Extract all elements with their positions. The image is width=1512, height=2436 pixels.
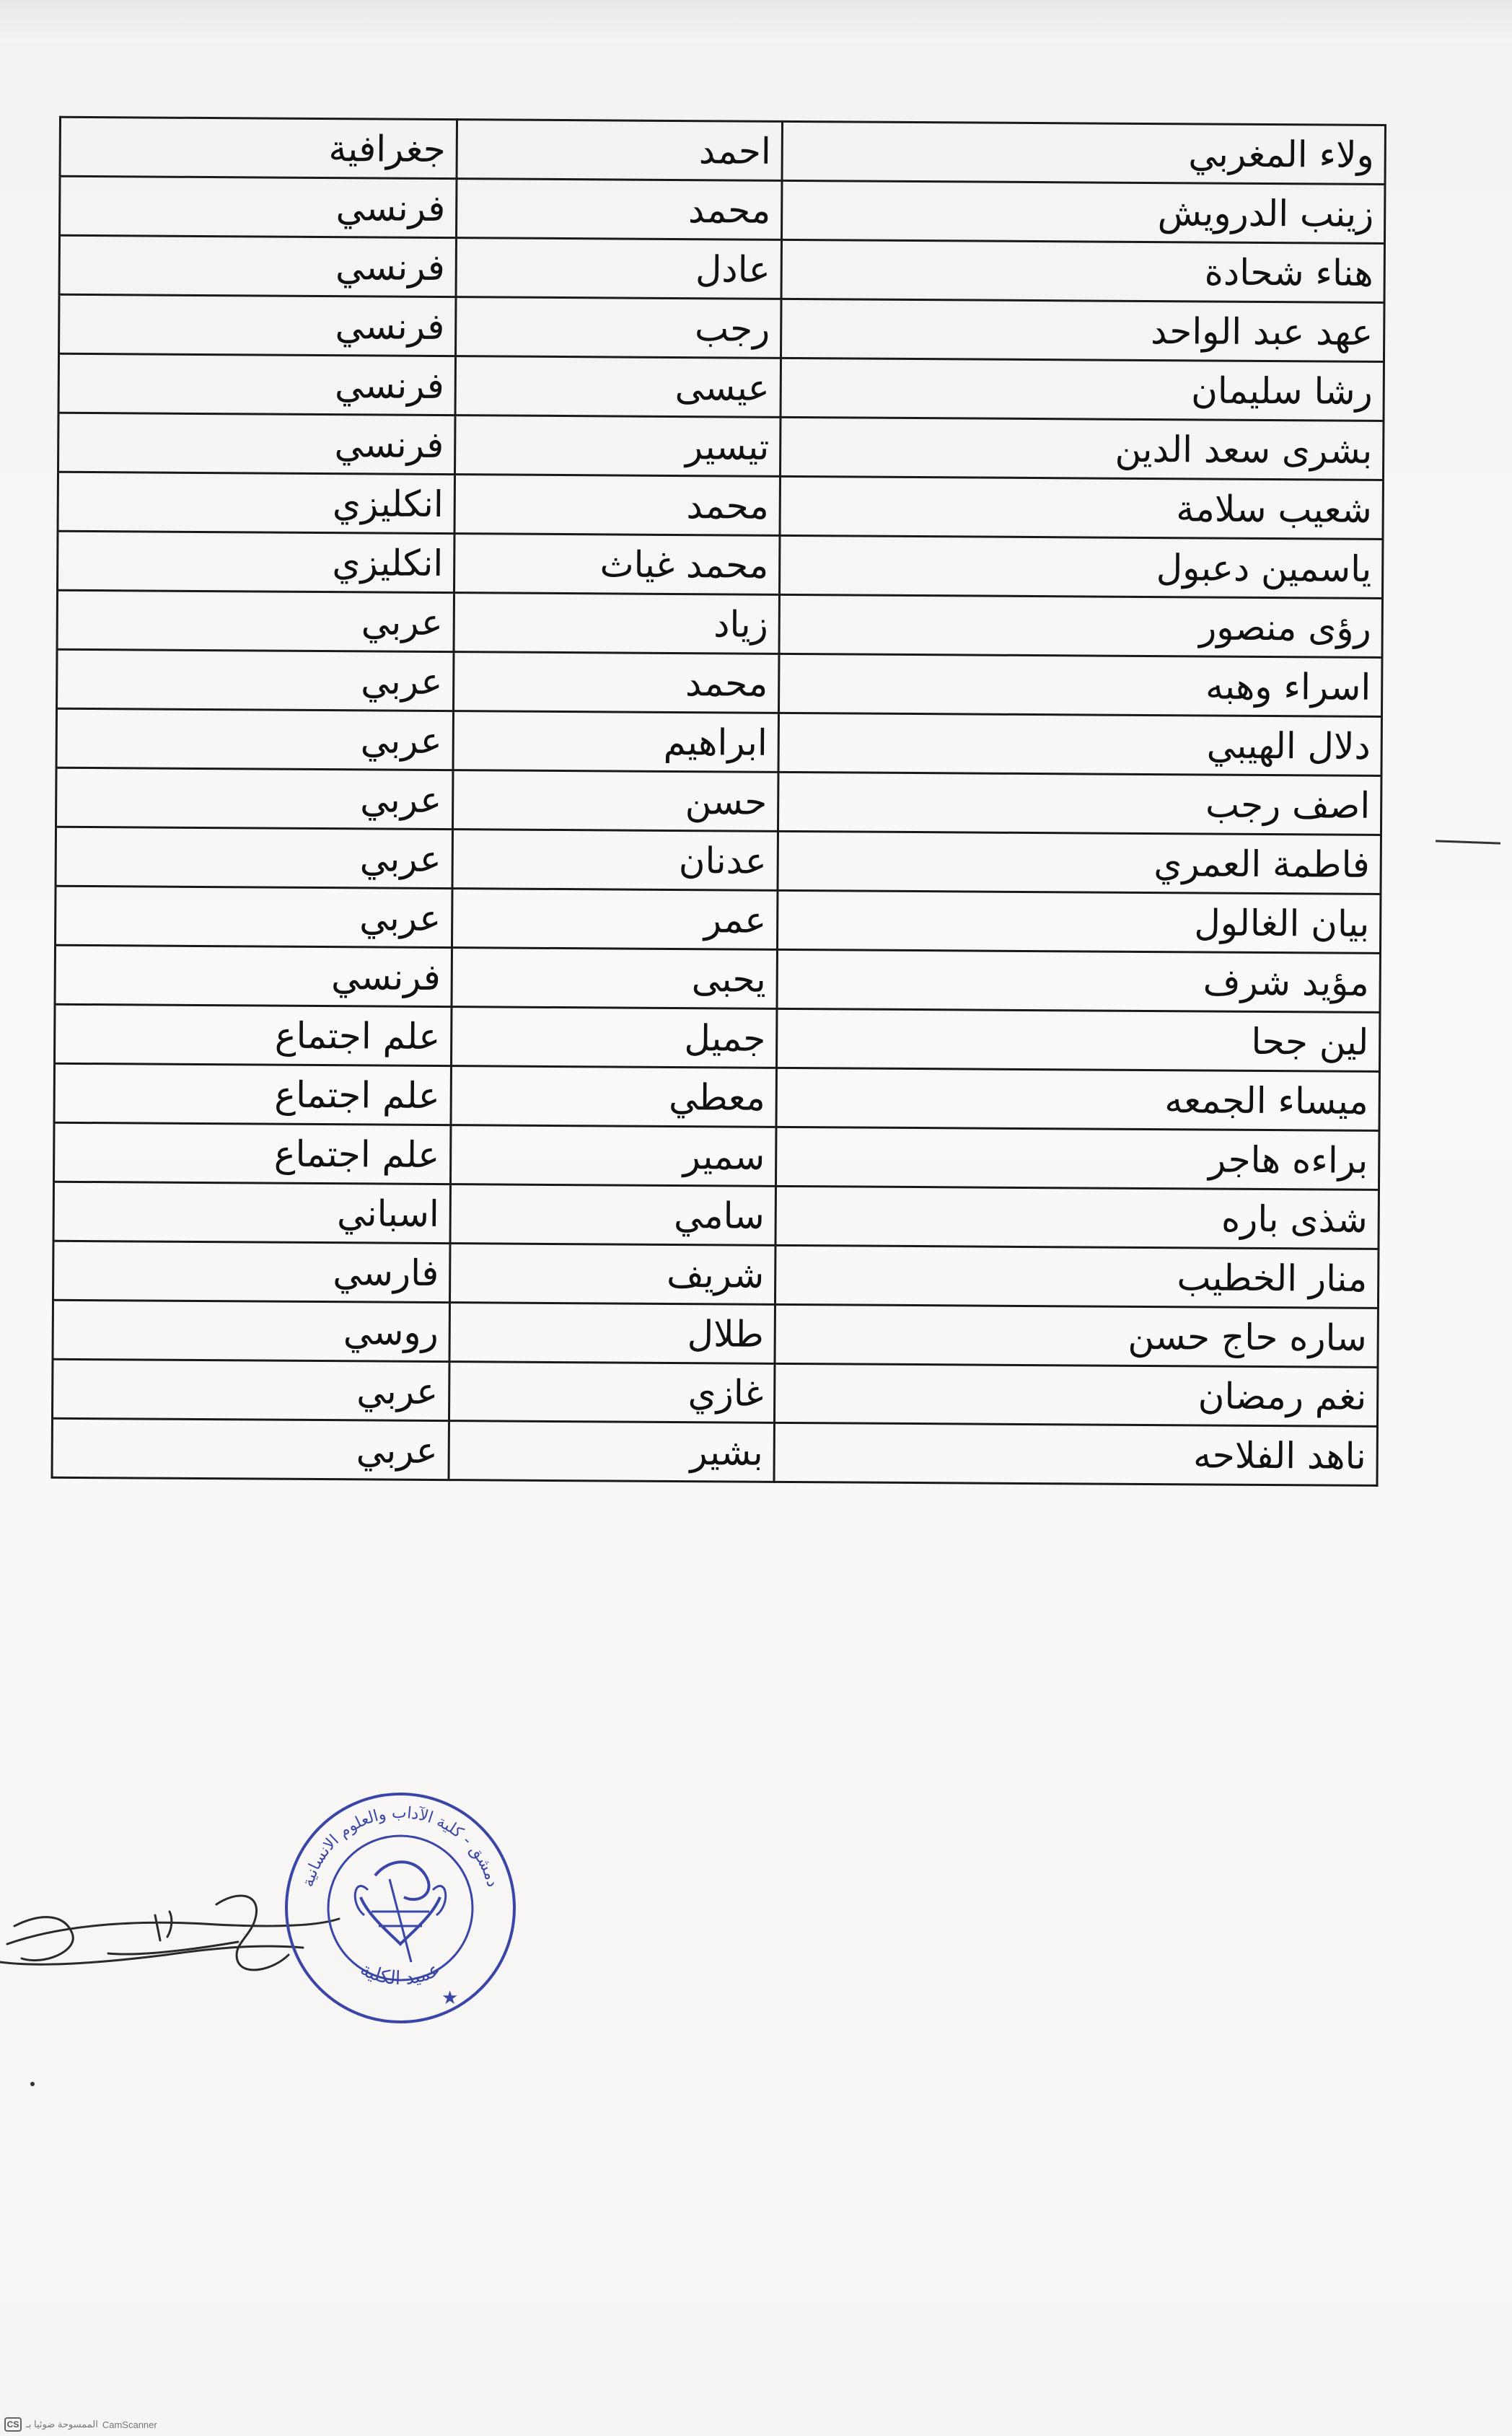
father-name-cell: تيسير [455,415,781,477]
student-name-cell: بيان الغالول [777,890,1380,953]
stamp-ring-text: دمشق - كلية الآداب والعلوم الانسانية [299,1803,502,1889]
table-row [53,1359,1378,1426]
camscanner-caption: الممسوحة ضوئيا بـ [26,2419,98,2430]
father-name-cell: احمد [457,120,782,181]
table-row [58,531,1383,598]
table-row [59,294,1384,361]
students-table-body [52,117,1385,1485]
stamp-star-icon: ★ [441,1987,459,2009]
faculty-stamp [281,1789,519,2027]
student-name-cell: براءه هاجر [775,1127,1379,1190]
student-name-cell: فاطمة العمري [778,831,1381,894]
student-name-cell: بشرى سعد الدين [781,417,1384,480]
student-name-cell: رشا سليمان [781,358,1384,421]
father-name-cell: زياد [454,593,779,654]
student-name-cell: ميساء الجمعه [776,1068,1379,1130]
specialty-cell: عربي [56,827,452,888]
table-row [52,1418,1377,1485]
student-name-cell: شعيب سلامة [780,476,1383,539]
table-row [56,768,1381,835]
specialty-cell: فرنسي [59,235,456,296]
father-name-cell: ابراهيم [453,711,778,773]
specialty-cell: فرنسي [58,413,455,474]
specialty-cell: فرنسي [59,294,456,356]
student-name-cell: اسراء وهبه [778,654,1381,716]
father-name-cell: بشير [449,1421,774,1482]
table-row [59,235,1384,302]
father-name-cell: معطي [451,1066,776,1127]
specialty-cell: عربي [57,649,454,711]
father-name-cell: حسن [453,770,778,832]
table-row [60,176,1385,243]
father-name-cell: سمير [450,1125,775,1187]
specialty-cell: عربي [56,708,453,770]
specialty-cell: روسي [53,1300,449,1361]
father-name-cell: طلال [449,1303,775,1364]
student-name-cell: ساره حاج حسن [775,1304,1378,1367]
father-name-cell: غازي [449,1362,774,1423]
specialty-cell: جغرافية [60,117,457,178]
specialty-cell: علم اجتماع [54,1122,451,1184]
student-name-cell: ياسمين دعبول [779,535,1382,598]
student-name-cell: زينب الدرويش [782,180,1385,243]
specialty-cell: عربي [56,768,453,829]
student-name-cell: ولاء المغربي [782,121,1385,184]
father-name-cell: عمر [452,889,778,950]
table-row [58,413,1384,480]
specialty-cell: اسباني [53,1182,450,1243]
margin-dash [1436,840,1500,844]
table-row [54,1063,1379,1130]
father-name-cell: عادل [456,238,781,299]
father-name-cell: عيسى [455,356,781,418]
camscanner-app-name: CamScanner [102,2419,157,2430]
specialty-cell: فرنسي [60,176,457,237]
table-row [55,945,1380,1012]
table-row [56,708,1381,775]
father-name-cell: يحبى [452,948,777,1009]
father-name-cell: محمد [454,652,779,713]
student-name-cell: لين جحا [776,1008,1379,1071]
table-row [54,1122,1379,1190]
table-row [57,649,1382,716]
table-row [60,117,1385,184]
student-name-cell: مؤيد شرف [777,949,1380,1012]
father-name-cell: محمد غياث [454,534,780,595]
student-name-cell: شذى باره [775,1186,1379,1249]
specialty-cell: عربي [52,1418,449,1479]
father-name-cell: رجب [456,297,781,359]
table-row [55,1004,1380,1071]
father-name-cell: محمد [457,179,782,240]
student-name-cell: عهد عبد الواحد [781,299,1384,361]
ink-dot [30,2082,35,2086]
student-name-cell: منار الخطيب [775,1245,1378,1308]
father-name-cell: سامي [450,1184,775,1246]
father-name-cell: عدنان [452,830,778,891]
scan-edge-shadow [0,0,1512,43]
students-table [50,116,1386,1487]
student-name-cell: هناء شحادة [781,239,1384,302]
student-name-cell: رؤى منصور [779,594,1382,657]
camscanner-footer [4,2417,157,2432]
specialty-cell: انكليزي [58,472,454,533]
father-name-cell: محمد [454,475,780,536]
student-name-cell: نغم رمضان [774,1363,1377,1426]
specialty-cell: عربي [57,590,454,651]
specialty-cell: فرنسي [55,945,452,1006]
specialty-cell: فرنسي [58,353,455,415]
table-row [57,590,1382,657]
table-row [56,827,1381,894]
specialty-cell: عربي [56,886,452,947]
specialty-cell: علم اجتماع [54,1063,451,1125]
table-row [53,1182,1379,1249]
specialty-cell: فارسي [53,1241,450,1302]
father-name-cell: جميل [452,1007,777,1068]
table-row [58,472,1383,539]
table-row [53,1241,1379,1308]
student-name-cell: اصف رجب [778,772,1381,835]
specialty-cell: انكليزي [58,531,454,592]
table-row [58,353,1384,421]
table-row [56,886,1381,953]
specialty-cell: علم اجتماع [55,1004,452,1065]
stamp-bottom-text: عميد الكلية [356,1958,444,1990]
specialty-cell: عربي [53,1359,449,1420]
table-row [53,1300,1378,1367]
camscanner-logo-icon: CS [4,2417,22,2432]
student-name-cell: دلال الهيبي [778,713,1381,775]
father-name-cell: شريف [449,1244,775,1305]
student-name-cell: ناهد الفلاحه [774,1423,1377,1485]
